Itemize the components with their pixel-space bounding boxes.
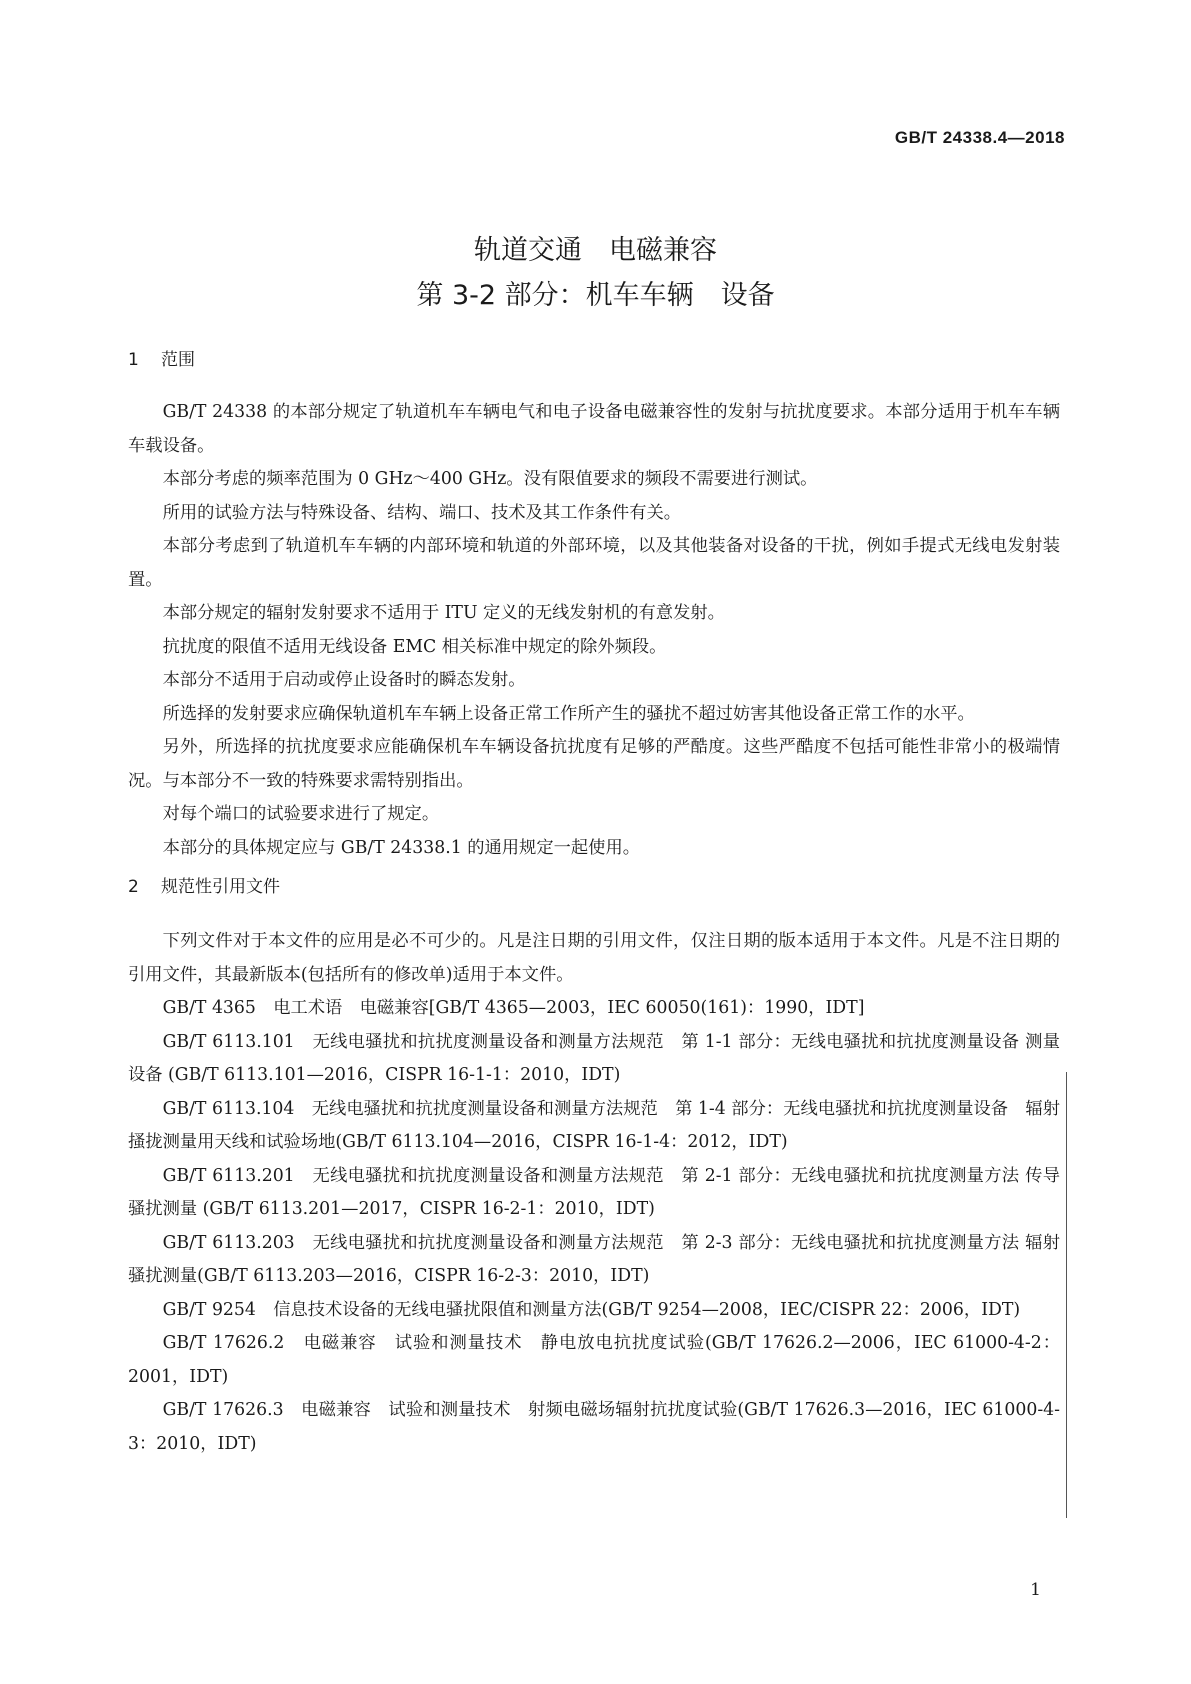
paragraph: 所选择的发射要求应确保轨道机车车辆上设备正常工作所产生的骚扰不超过妨害其他设备正常工作的水平。 — [162, 703, 975, 724]
reference-item: GB/T 6113.104 无线电骚扰和抗扰度测量设备和测量方法规范 第 1-4 部分：无线电骚扰和抗扰度测量设备 辐射搔拢测量用天线和试验场地(GB/T 6113.104—2016，CISPR 16-1-4：2012，IDT) — [128, 1098, 1060, 1152]
paragraph: 另外，所选择的抗扰度要求应能确保机车车辆设备抗扰度有足够的严酷度。这些严酷度不包括可能性非常小的极端情况。与本部分不一致的特殊要求需特别指出。 — [128, 737, 1060, 791]
document-title — [0, 228, 1191, 318]
section-number: 1 — [128, 350, 139, 370]
page-number: 1 — [1030, 1580, 1041, 1600]
paragraph: 本部分不适用于启动或停止设备时的瞬态发射。 — [162, 670, 526, 690]
section-2-heading — [128, 872, 280, 897]
paragraph: 对每个端口的试验要求进行了规定。 — [162, 804, 440, 824]
section-title: 规范性引用文件 — [161, 877, 280, 897]
section-number: 2 — [128, 877, 139, 897]
paragraph: 本部分考虑的频率范围为 0 GHz～400 GHz。没有限值要求的频段不需要进行测试。 — [162, 469, 818, 489]
reference-item: GB/T 4365 电工术语 电磁兼容[GB/T 4365—2003，IEC 60050(161)：1990，IDT] — [162, 998, 865, 1018]
paragraph: GB/T 24338 的本部分规定了轨道机车车辆电气和电子设备电磁兼容性的发射与抗扰度要求。本部分适用于机车车辆车载设备。 — [128, 402, 1060, 456]
paragraph: 本部分规定的辐射发射要求不适用于 ITU 定义的无线发射机的有意发射。 — [162, 603, 725, 623]
paragraph: 抗扰度的限值不适用无线设备 EMC 相关标准中规定的除外频段。 — [162, 636, 667, 657]
section-title: 范围 — [161, 350, 195, 370]
reference-item: GB/T 6113.203 无线电骚扰和抗扰度测量设备和测量方法规范 第 2-3 部分：无线电骚扰和抗扰度测量方法 辐射骚扰测量(GB/T 6113.203—2016，CISPR 16-2-3：2010，IDT) — [128, 1232, 1060, 1286]
section-1-body — [128, 396, 1060, 865]
standard-code: GB/T 24338.4—2018 — [894, 128, 1065, 147]
reference-item: GB/T 17626.3 电磁兼容 试验和测量技术 射频电磁场辐射抗扰度试验(GB/T 17626.3—2016，IEC 61000-4-3：2010，IDT) — [128, 1400, 1060, 1454]
section-2-body — [128, 925, 1060, 1461]
intro-paragraph: 下列文件对于本文件的应用是必不可少的。凡是注日期的引用文件，仅注日期的版本适用于本文件。凡是不注日期的引用文件，其最新版本(包括所有的修改单)适用于本文件。 — [128, 931, 1060, 985]
reference-item: GB/T 6113.101 无线电骚扰和抗扰度测量设备和测量方法规范 第 1-1 部分：无线电骚扰和抗扰度测量设备 测量设备 (GB/T 6113.101—2016，CISPR 16-1-1：2010，IDT) — [128, 1031, 1060, 1085]
title-line-2: 第 3-2 部分：机车车辆 设备 — [416, 280, 775, 311]
margin-change-bar — [1066, 1072, 1067, 1518]
paragraph: 本部分考虑到了轨道机车车辆的内部环境和轨道的外部环境，以及其他装备对设备的干扰，例如手提式无线电发射装置。 — [128, 536, 1060, 590]
reference-item: GB/T 9254 信息技术设备的无线电骚扰限值和测量方法(GB/T 9254—2008，IEC/CISPR 22：2006，IDT) — [162, 1299, 1021, 1320]
section-1-heading — [128, 345, 195, 370]
title-line-1: 轨道交通 电磁兼容 — [474, 235, 717, 266]
reference-item: GB/T 17626.2 电磁兼容 试验和测量技术 静电放电抗扰度试验(GB/T 17626.2—2006，IEC 61000-4-2：2001，IDT) — [128, 1333, 1060, 1387]
paragraph: 本部分的具体规定应与 GB/T 24338.1 的通用规定一起使用。 — [162, 837, 641, 858]
paragraph: 所用的试验方法与特殊设备、结构、端口、技术及其工作条件有关。 — [162, 502, 682, 523]
reference-item: GB/T 6113.201 无线电骚扰和抗扰度测量设备和测量方法规范 第 2-1 部分：无线电骚扰和抗扰度测量方法 传导骚扰测量 (GB/T 6113.201—2017，CISPR 16-2-1：2010，IDT) — [128, 1165, 1060, 1219]
